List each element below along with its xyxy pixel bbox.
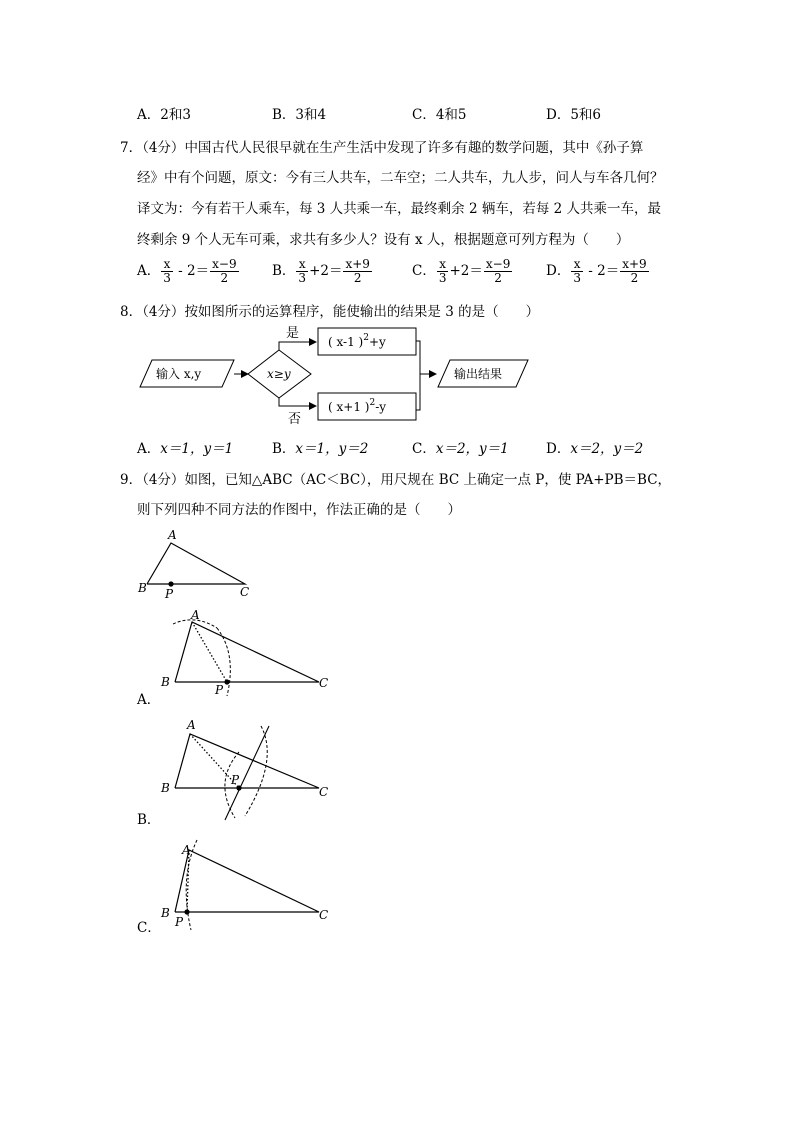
q8-option-c: C．x＝2，y＝1 — [412, 441, 509, 457]
q8-option-d: D．x＝2，y＝2 — [546, 441, 644, 457]
fig-c-label-b: B — [161, 906, 170, 920]
q9-figure-a — [133, 606, 343, 698]
flow-input-label: 输入 x,y — [156, 367, 202, 381]
q7-line-3: 译文为：今有若干人乘车，每 3 人共乘一车，最终剩余 2 辆车，若每 2 人共乘一车，最 — [137, 201, 662, 217]
q7-option-c: C． $\frac{x}{3}$ +2＝ $\frac{x-9}{2}$ — [412, 257, 511, 285]
q7-line-1: 7．（4分）中国古代人民很早就在生产生活中发现了许多有趣的数学问题，其中《孙子算 — [120, 140, 644, 156]
label-p: P — [165, 587, 174, 600]
flow-output-label: 输出结果 — [454, 367, 503, 381]
fig-a-label-c: C — [319, 676, 329, 690]
fig-a-label-a: A — [191, 608, 200, 622]
q8-stem: 8．（4分）按如图所示的运算程序，能使输出的结果是 3 的是（ ） — [120, 304, 540, 320]
flow-yes-expr: ( x-1 )$^2$+y — [328, 333, 386, 349]
q9-option-a-label: A． — [137, 692, 161, 708]
q9-line-2: 则下列四种不同方法的作图中，作法正确的是（ ） — [137, 502, 461, 518]
fig-c-label-a: A — [182, 843, 191, 857]
flow-no-expr: ( x+1 )$^2$-y — [328, 398, 387, 414]
q9-figure-b — [133, 712, 343, 824]
fig-b-label-a: A — [187, 718, 196, 732]
q9-option-b-label: B． — [137, 812, 161, 828]
q6-option-a: A．2和3 — [137, 107, 191, 123]
q9-figure-c — [133, 838, 343, 930]
q9-line-1: 9．（4分）如图，已知△ABC（AC＜BC），用尺规在 BC 上确定一点 P，使 PA+PB＝BC， — [120, 472, 672, 488]
q7-option-b: B． $\frac{x}{3}$ +2＝ $\frac{x+9}{2}$ — [272, 257, 370, 285]
q8-option-a: A．x＝1，y＝1 — [137, 441, 234, 457]
label-b: B — [138, 581, 147, 595]
q8-option-b: B．x＝1，y＝2 — [272, 441, 369, 457]
q7-option-a: A． $\frac{x}{3}$ - 2＝ $\frac{x-9}{2}$ — [137, 257, 237, 285]
flow-no-label: 否 — [288, 412, 302, 427]
q7-option-d: D． $\frac{x}{3}$ - 2＝ $\frac{x+9}{2}$ — [546, 257, 647, 285]
label-c: C — [240, 585, 250, 599]
fig-b-label-c: C — [319, 785, 329, 799]
fig-a-label-p: P — [215, 683, 224, 697]
q9-given-figure — [133, 528, 263, 600]
flow-condition-label: x≥y — [267, 367, 291, 381]
flow-yes-label: 是 — [286, 326, 300, 341]
q6-option-b: B．3和4 — [272, 107, 327, 123]
fig-b-label-p: P — [231, 773, 240, 787]
q7-line-2: 经》中有个问题，原文：今有三人共车，二车空；二人共车，九人步，问人与车各几何？ — [137, 170, 664, 186]
q8-flowchart — [130, 318, 540, 428]
q7-line-4: 终剩余 9 个人无车可乘，求共有多少人？设有 x 人，根据题意可列方程为（ ） — [137, 232, 630, 248]
q6-option-d: D．5和6 — [546, 107, 602, 123]
fig-b-label-b: B — [161, 781, 170, 795]
fig-c-label-p: P — [175, 915, 184, 929]
fig-c-label-c: C — [319, 908, 329, 922]
label-a: A — [168, 528, 177, 542]
q6-option-c: C．4和5 — [412, 107, 467, 123]
fig-a-label-b: B — [161, 675, 170, 689]
q9-option-c-label: C． — [137, 920, 161, 936]
